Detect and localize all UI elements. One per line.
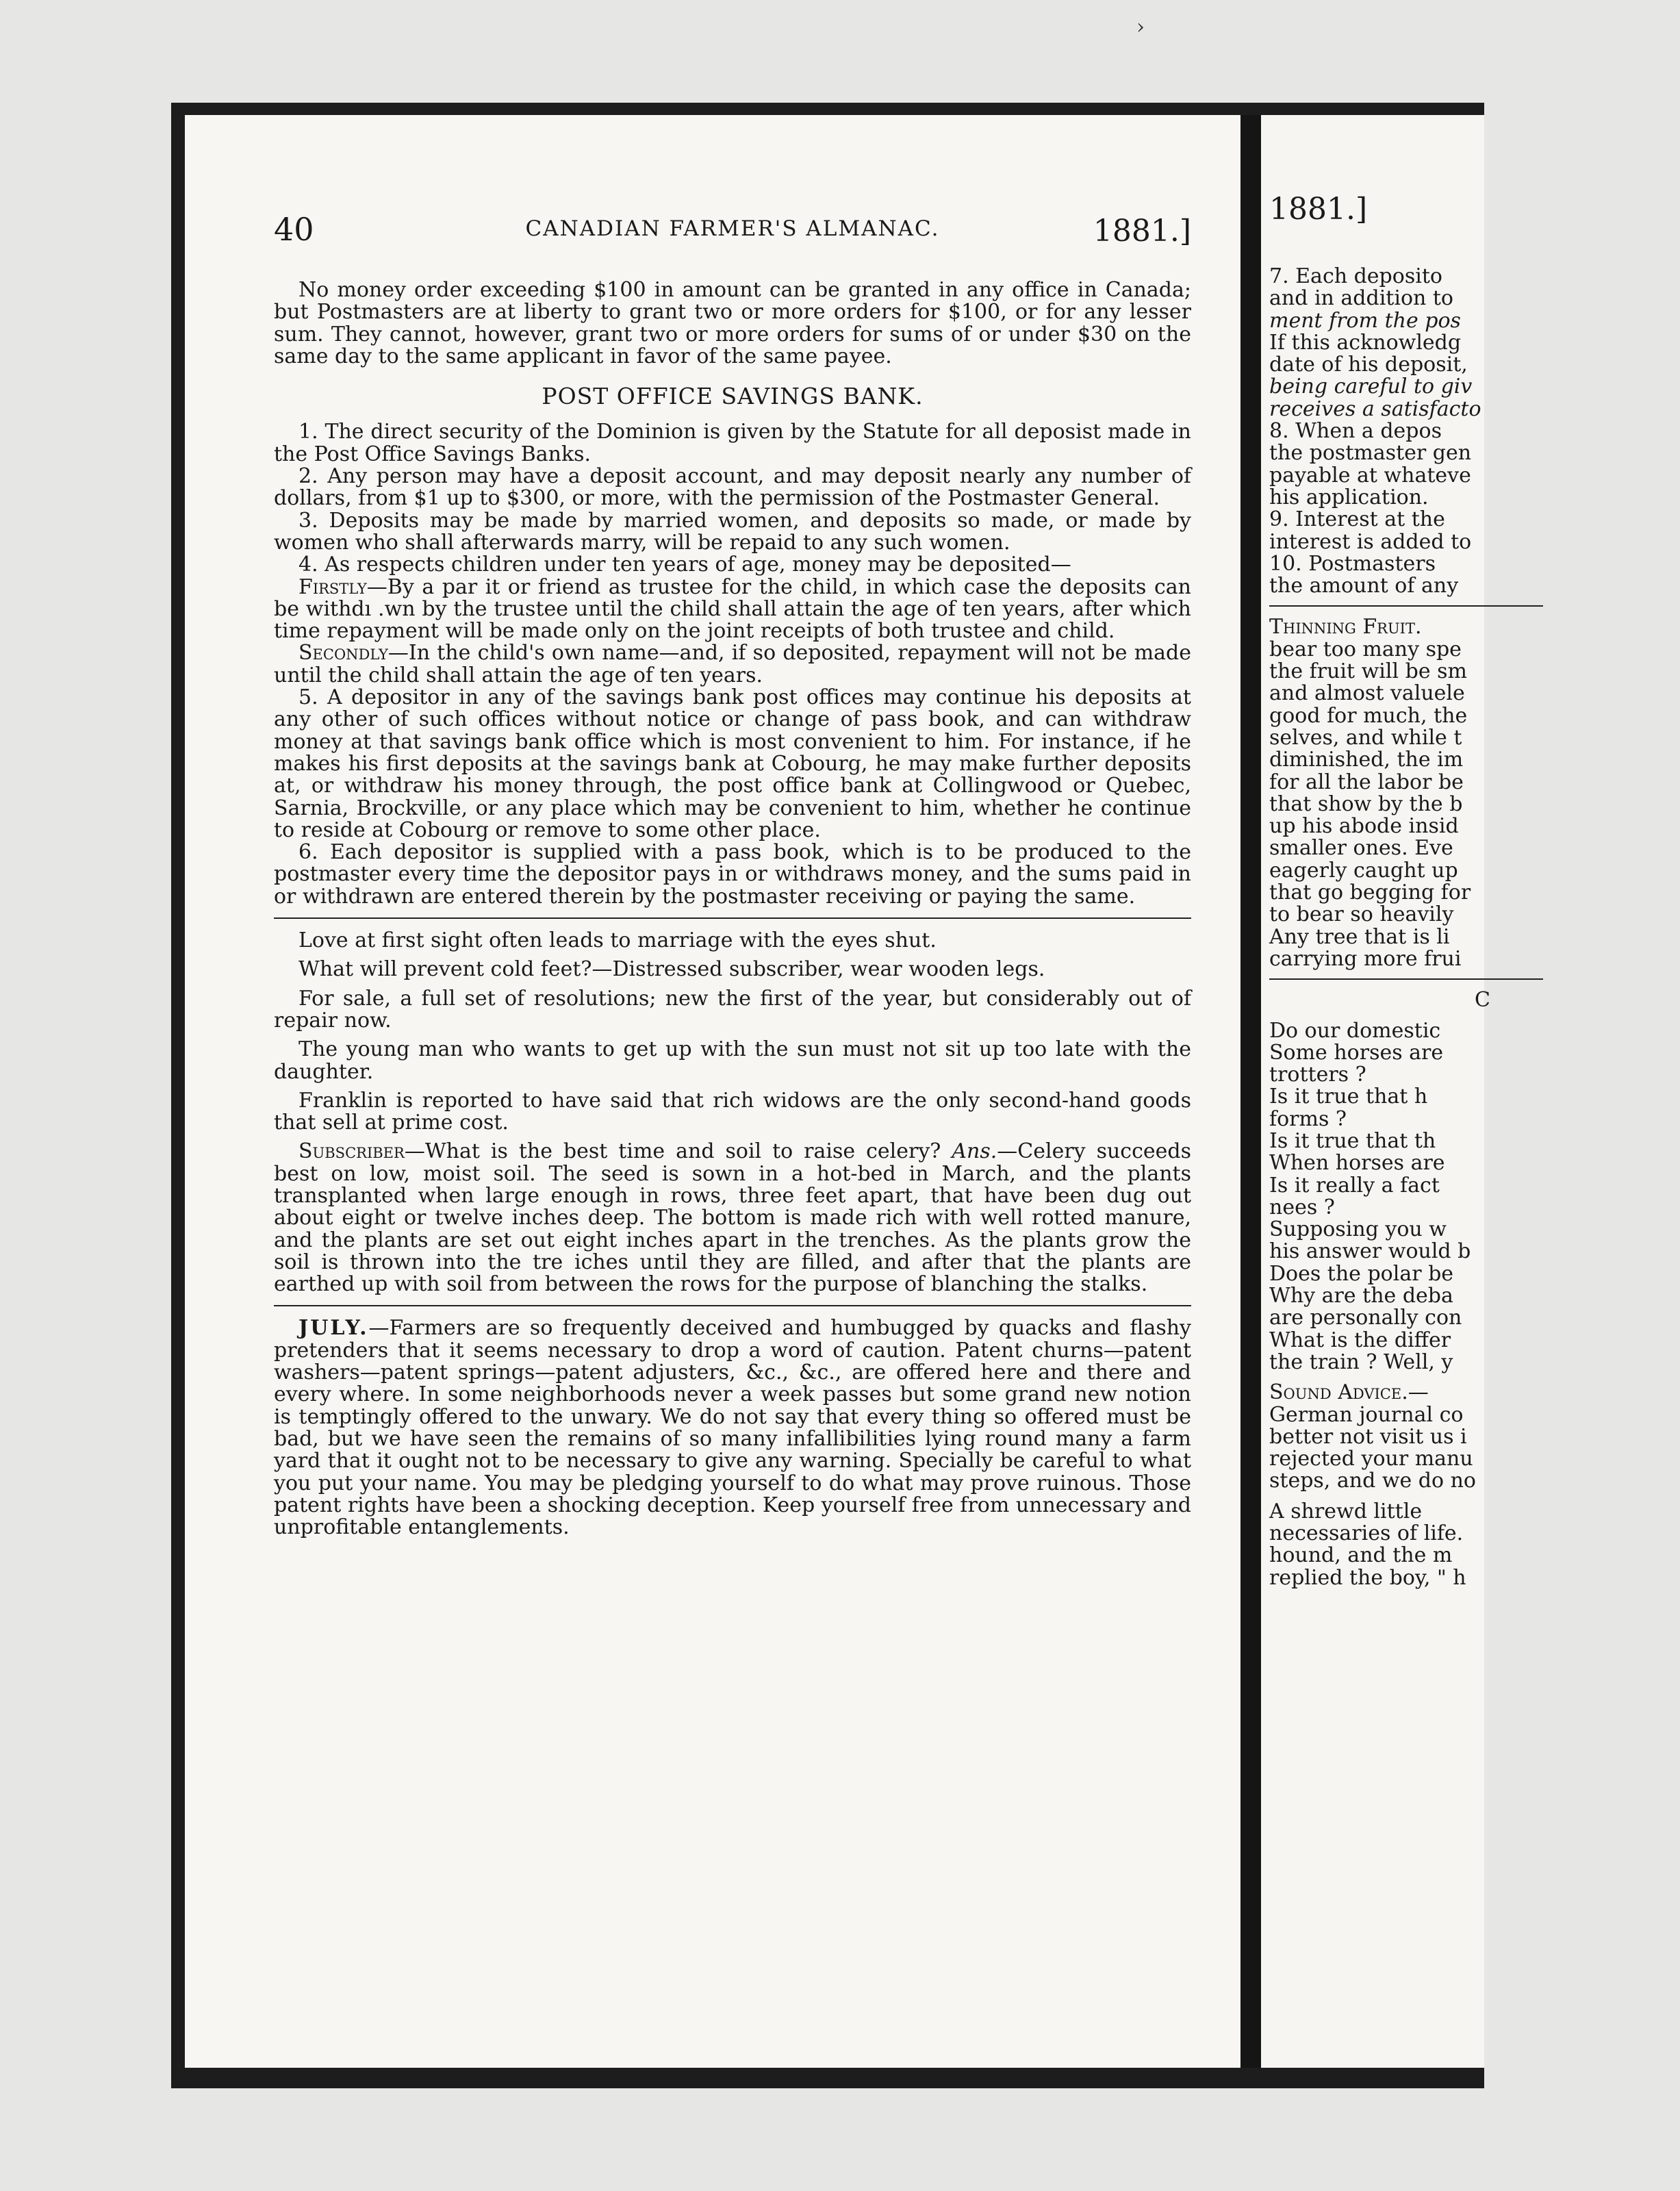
left-page	[185, 115, 1240, 2068]
money-order-paragraph: No money order exceeding $100 in amount can be granted in any office in Canada; but Postmasters are at liberty to grant two or more orders for $100, or for any lesser sum. They cannot, however, grant two or more orders for sums of or under $30 on the same day to the same applicant in favor of the same payee.	[274, 278, 1191, 368]
right-section-letter: C	[1475, 988, 1490, 1013]
right-line: hound, and the m	[1269, 1543, 1453, 1568]
right-line: steps, and we do no	[1269, 1469, 1476, 1493]
savings-bank-heading: POST OFFICE SAVINGS BANK.	[542, 383, 924, 410]
savings-paragraph-5: 5. A depositor in any of the savings bank post offices may continue his deposits at any other of such offices without notice or change of pass book, and can withdraw money at that savings bank office which is most convenient to him. For instance, if he makes his first deposits at the savings bank at Cobourg, he may make further deposits at, or withdraw his money through, the post office bank at Collingwood or Quebec, Sarnia, Brockville, or any place which may be convenient to him, whether he continue to reside at Cobourg or remove to some other place.	[274, 685, 1191, 842]
right-line: carrying more frui	[1269, 946, 1462, 971]
subscriber-label: Subscriber	[298, 1139, 405, 1164]
right-line: necessaries of life.	[1269, 1521, 1464, 1546]
firstly-text: —By a par it or friend as trustee for the child, in which case the deposits can be withdı .wn by the trustee until the child shall attain the age of ten years, after which time repayment will be made only on the joint receipts of both trustee and child.	[274, 574, 1191, 644]
left-text-column	[274, 279, 1191, 1538]
savings-paragraph-3: 3. Deposits may be made by married women, and deposits so made, or made by women who shall afterwards marry, will be repaid to any such women.	[274, 508, 1191, 555]
right-line: for all the labor be	[1269, 770, 1464, 794]
right-line: Some horses are	[1269, 1040, 1444, 1065]
right-line: the amount of any	[1269, 574, 1459, 598]
right-line: selves, and while t	[1269, 725, 1462, 750]
firstly-label: Firstly	[298, 574, 367, 599]
right-line: and in addition to	[1269, 286, 1453, 311]
right-line: 9. Interest at the	[1269, 507, 1445, 532]
savings-paragraph-1: 1. The direct security of the Dominion is given by the Statute for all deposist made in the Post Office Savings Banks.	[274, 420, 1191, 466]
july-paragraph	[274, 1317, 1191, 1538]
thinning-fruit-heading: Thinning Fruit.	[1269, 615, 1422, 639]
right-line: the fruit will be sm	[1269, 659, 1467, 684]
right-line: bear too many spe	[1269, 637, 1462, 661]
right-line: forms ?	[1269, 1106, 1347, 1131]
right-header-year: 1881.]	[1269, 192, 1368, 227]
secondly-label: Secondly	[298, 641, 388, 666]
right-line: being careful to giv	[1269, 375, 1473, 399]
scan-top-mark: ›	[1136, 15, 1145, 39]
right-line: If this acknowledg	[1269, 330, 1462, 355]
right-line: the train ? Well, y	[1269, 1350, 1453, 1374]
subscriber-paragraph	[274, 1141, 1191, 1295]
right-line: nees ?	[1269, 1195, 1335, 1219]
page-number: 40	[274, 211, 314, 248]
right-line: When horses are	[1269, 1151, 1445, 1176]
sound-advice-heading: Sound Advice.	[1269, 1380, 1408, 1405]
savings-paragraph-2: 2. Any person may have a deposit account, and may deposit nearly any number of dollars, from $1 up to $300, or more, with the permission of the Postmaster General.	[274, 464, 1191, 511]
right-line: German journal co	[1269, 1402, 1464, 1427]
savings-paragraph-4: 4. As respects children under ten years of age, money may be deposited—	[298, 553, 1071, 577]
right-line: A shrewd little	[1269, 1499, 1423, 1523]
joke-1: Love at first sight often leads to marriage with the eyes shut.	[298, 928, 937, 953]
right-text-column	[1269, 266, 1680, 1589]
right-line: up his abode insid	[1269, 814, 1459, 839]
page-header	[274, 211, 1191, 252]
right-line: Is it really a fact	[1269, 1173, 1440, 1198]
right-line: Is it true that h	[1269, 1085, 1428, 1109]
right-line: Supposing you w	[1269, 1217, 1447, 1242]
july-text: —Farmers are so frequently deceived and humbugged by quacks and flashy pretenders that it seems necessary to drop a word of caution. Patent churns—patent washers—patent springs—patent adjusters, &c., &c., are offered here and there and every where. In some neighborhoods never a week passes but some grand new notion is temptingly offered to the unwary. We do not say that every thing so offered must be bad, but we have seen the remains of so many infallibilities lying round many a farm yard that it ought not to be necessary to give any warning. Specially be careful to what you put your name. You may be pledging yourself to do what may prove ruinous. Those patent rights have been a shocking deception. Keep yourself free from unnecessary and unprofitable entanglements.	[274, 1316, 1192, 1540]
section-divider	[274, 917, 1191, 919]
section-divider	[274, 1305, 1191, 1306]
right-line: ment from the pos	[1269, 308, 1461, 333]
right-divider	[1269, 978, 1543, 980]
right-line: What is the differ	[1269, 1328, 1451, 1352]
header-year: 1881.]	[1093, 214, 1191, 249]
subscriber-question: —What is the best time and soil to raise celery?	[404, 1139, 952, 1164]
right-line: receives a satisfacto	[1269, 396, 1481, 421]
right-line: better not visit us i	[1269, 1424, 1467, 1449]
joke-4: The young man who wants to get up with the sun must not sit up too late with the daughter.	[274, 1037, 1191, 1084]
answer-label: Ans.	[952, 1139, 997, 1164]
subscriber-answer: —Celery succeeds best on low, moist soil. The seed is sown in a hot-bed in March, and the plants transplanted when large enough in rows, three feet apart, that have been dug out about eight or twelve inches deep. The bottom is made rich with well rotted manure, and the plants are set out eight inches apart in the trenches. As the plants grow the soil is thrown into the tre iches until they are filled, and after that the plants are earthed up with soil from between the rows for the purpose of blanching the stalks.	[274, 1139, 1191, 1297]
right-line: 8. When a depos	[1269, 419, 1442, 444]
right-divider	[1269, 605, 1543, 607]
right-line: 10. Postmasters	[1269, 551, 1436, 576]
firstly-paragraph	[274, 574, 1191, 644]
joke-2: What will prevent cold feet?—Distressed subscriber, wear wooden legs.	[298, 957, 1045, 982]
running-title: CANADIAN FARMER'S ALMANAC.	[525, 216, 940, 241]
right-line: 7. Each deposito	[1269, 264, 1442, 288]
page-gutter	[1240, 115, 1261, 2068]
right-line: to bear so heavily	[1269, 902, 1454, 927]
right-page	[1261, 115, 1490, 2068]
right-line: that go begging for	[1269, 881, 1471, 905]
right-line: Is it true that th	[1269, 1128, 1436, 1153]
july-label: JULY.	[298, 1316, 369, 1341]
right-line: replied the boy, " h	[1269, 1565, 1466, 1590]
right-line: interest is added to	[1269, 529, 1472, 554]
right-line: payable at whateve	[1269, 463, 1471, 487]
savings-paragraph-6: 6. Each depositor is supplied with a pass book, which is to be produced to the postmaster every time the depositor pays in or withdraws money, and the sums paid in or withdrawn are entered therein by the postmaster receiving or paying the same.	[274, 840, 1191, 909]
right-line: Do our domestic	[1269, 1018, 1441, 1043]
secondly-text: —In the child's own name—and, if so deposited, repayment will not be made until the child shall attain the age of ten years.	[274, 641, 1191, 687]
right-line: eagerly caught up	[1269, 858, 1458, 883]
right-line: date of his deposit,	[1269, 353, 1468, 377]
right-line: smaller ones. Eve	[1269, 836, 1453, 861]
secondly-paragraph	[274, 642, 1191, 687]
right-line: Why are the deba	[1269, 1284, 1453, 1308]
right-line: Any tree that is li	[1269, 924, 1450, 949]
right-line: rejected your manu	[1269, 1447, 1473, 1471]
joke-3: For sale, a full set of resolutions; new the first of the year, but considerably out of repair now.	[274, 986, 1191, 1033]
right-line: the postmaster gen	[1269, 441, 1472, 466]
right-line: his answer would b	[1269, 1239, 1471, 1264]
right-line: are personally con	[1269, 1306, 1462, 1330]
right-line: diminished, the im	[1269, 748, 1464, 772]
sound-advice-line	[1269, 1382, 1680, 1404]
right-line: and almost valuele	[1269, 681, 1465, 706]
right-line: his application.	[1269, 485, 1429, 509]
right-line: trotters ?	[1269, 1063, 1366, 1087]
right-line: Does the polar be	[1269, 1261, 1454, 1286]
right-line: that show by the b	[1269, 791, 1463, 816]
right-line: good for much, the	[1269, 703, 1468, 728]
sound-advice-start: —	[1408, 1380, 1429, 1405]
joke-5: Franklin is reported to have said that rich widows are the only second-hand goods that sell at prime cost.	[274, 1088, 1191, 1135]
